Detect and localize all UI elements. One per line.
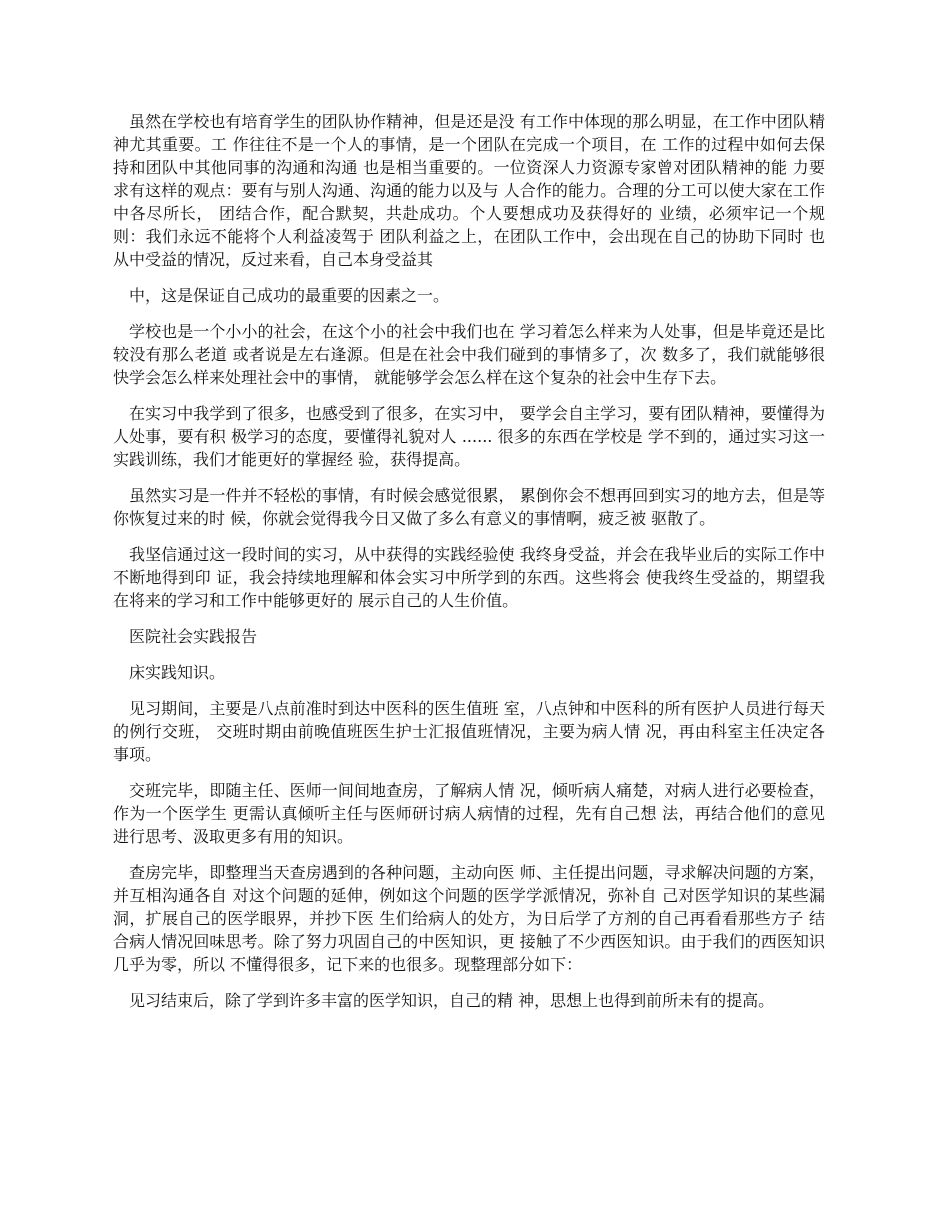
paragraph-internship-hardship: 虽然实习是一件并不轻松的事情，有时候会感觉很累， 累倒你会不想再回到实习的地方去，但是等你恢复过来的时 候，你就会觉得我今日又做了多么有意义的事情啊，疲乏被 驱散了。 [113,486,825,528]
paragraph-after-rounds: 查房完毕，即整理当天查房遇到的各种问题，主动向医 师、主任提出问题，寻求解决问题的方案，并互相沟通各自 对这个问题的延伸，例如这个问题的医学学派情况，弥补自 己对医学知识的某些漏洞，扩展自己的医学眼界，并抄下医 生们给病人的处方，为日后学了方剂的自己再看看那些方子 结合病人情况回味思考。除了努力巩固自己的中医知识，更 接触了不少西医知识。由于我们的西医知识几乎为零，所以 不懂得很多，记下来的也很多。现整理部分如下： [113,863,825,974]
section-title-hospital-report: 医院社会实践报告 [129,627,258,646]
paragraph-teamwork-continued: 中，这是保证自己成功的最重要的因素之一。 [129,286,450,305]
paragraph-conclusion: 见习结束后，除了学到许多丰富的医学知识，自己的精 神，思想上也得到前所未有的提高。 [129,991,775,1010]
document-body [113,110,825,1012]
paragraph-conviction: 我坚信通过这一段时间的实习，从中获得的实践经验使 我终身受益，并会在我毕业后的实际工作中不断地得到印 证，我会持续地理解和体会实习中所学到的东西。这些将会 使我终生受益的，期望我在将来的学习和工作中能够更好的 展示自己的人生价值。 [113,545,825,610]
paragraph-internship-learning: 在实习中我学到了很多，也感受到了很多，在实习中， 要学会自主学习，要有团队精神，要懂得为人处事，要有积 极学习的态度，要懂得礼貌对人 ...... 很多的东西在学校是 学不到的，通过实习这一实践训练，我们才能更好的掌握经 验，获得提高。 [113,404,825,469]
paragraph-shift-handover: 见习期间，主要是八点前准时到达中医科的医生值班 室，八点钟和中医科的所有医护人员进行每天的例行交班， 交班时期由前晚值班医生护士汇报值班情况，主要为病人情 况，再由科室主任决定各事项。 [113,699,825,764]
paragraph-clinical-knowledge: 床实践知识。 [129,663,226,682]
paragraph-school-society: 学校也是一个小小的社会，在这个小的社会中我们也在 学习着怎么样来为人处事，但是毕竟还是比较没有那么老道 或者说是左右逢源。但是在社会中我们碰到的事情多了，次 数多了，我们就能够很快学会怎么样来处理社会中的事情， 就能够学会怎么样在这个复杂的社会中生存下去。 [113,322,825,387]
paragraph-teamwork: 虽然在学校也有培育学生的团队协作精神，但是还是没 有工作中体现的那么明显，在工作中团队精神尤其重要。工 作往往不是一个人的事情，是一个团队在完成一个项目，在 工作的过程中如何去保持和团队中其他同事的沟通和沟通 也是相当重要的。一位资深人力资源专家曾对团队精神的能 力要求有这样的观点：要有与别人沟通、沟通的能力以及与 人合作的能力。合理的分工可以使大家在工作中各尽所长， 团结合作，配合默契，共赴成功。个人要想成功及获得好的 业绩，必须牢记一个规则：我们永远不能将个人利益凌驾于 团队利益之上，在团队工作中，会出现在自己的协助下同时 也从中受益的情况，反过来看，自己本身受益其 [113,112,825,269]
paragraph-ward-rounds: 交班完毕，即随主任、医师一间间地查房，了解病人情 况，倾听病人痛楚，对病人进行必要检查，作为一个医学生 更需认真倾听主任与医师研讨病人病情的过程，先有自己想 法，再结合他们的意见进行思考、汲取更多有用的知识。 [113,781,825,846]
